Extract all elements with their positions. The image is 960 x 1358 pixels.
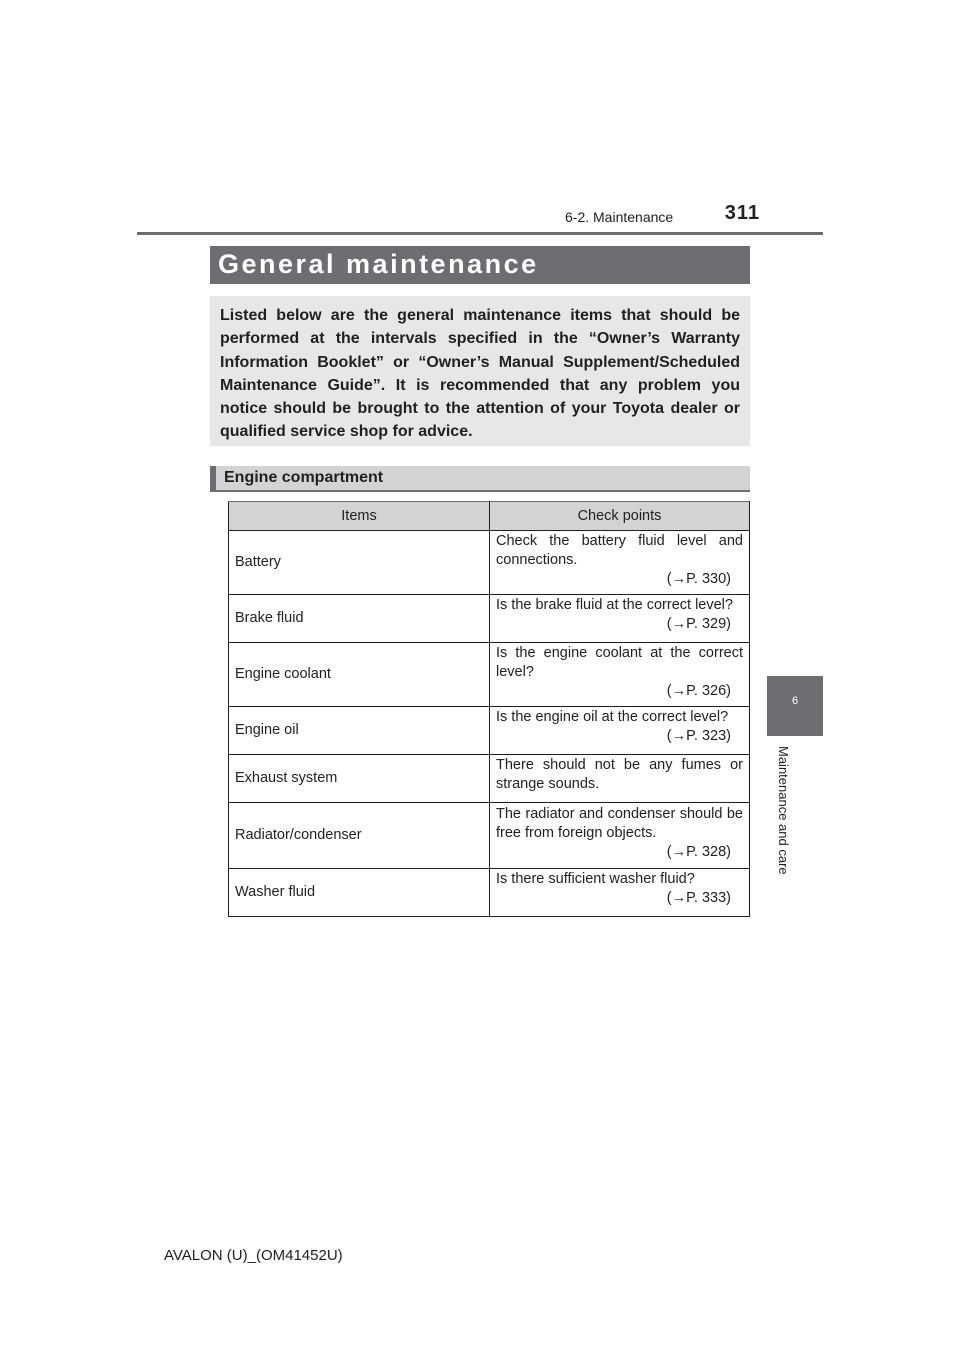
item-name: Engine oil — [229, 707, 490, 755]
item-name: Brake fluid — [229, 595, 490, 643]
chapter-tab — [767, 676, 823, 736]
page-title: General maintenance — [210, 246, 750, 284]
chapter-tab-label: Maintenance and care — [776, 746, 791, 875]
table-row — [229, 643, 750, 707]
table-row — [229, 869, 750, 917]
check-point — [490, 803, 750, 869]
table-row — [229, 595, 750, 643]
chapter-tab-number: 6 — [791, 695, 799, 707]
item-name: Battery — [229, 531, 490, 595]
check-text: Is the engine coolant at the correct level? — [496, 645, 743, 680]
footer-model-code: AVALON (U)_(OM41452U) — [164, 1247, 343, 1264]
header-divider — [137, 232, 823, 235]
item-name: Engine coolant — [229, 643, 490, 707]
table-row — [229, 531, 750, 595]
page-reference: (→P. 330) — [666, 571, 731, 587]
check-text: Is the engine oil at the correct level? — [496, 709, 729, 725]
table-row — [229, 755, 750, 803]
page-reference: (→P. 333) — [666, 890, 731, 906]
table-header-row — [229, 502, 750, 531]
section-heading: Engine compartment — [210, 466, 750, 492]
page-reference: (→P. 328) — [666, 844, 731, 860]
column-header-check-points: Check points — [490, 502, 750, 531]
check-text: There should not be any fumes or strange sounds. — [496, 757, 743, 792]
check-point — [490, 643, 750, 707]
table-row — [229, 803, 750, 869]
intro-paragraph: Listed below are the general maintenance items that should be performed at the intervals specified in the “Owner’s Warranty Information Booklet” or “Owner’s Manual Supplement/Scheduled Maintenance Guide”. It is recommended that any problem you notice should be brought to the attention of your Toyota dealer or qualified service shop for advice. — [210, 296, 750, 446]
check-text: Check the battery fluid level and connections. — [496, 533, 743, 568]
check-point — [490, 595, 750, 643]
check-text: Is there sufficient washer fluid? — [496, 871, 695, 887]
check-point — [490, 531, 750, 595]
page-reference: (→P. 329) — [666, 616, 731, 632]
page-number: 311 — [724, 202, 760, 224]
item-name: Exhaust system — [229, 755, 490, 803]
check-text: Is the brake fluid at the correct level? — [496, 597, 733, 613]
check-text: The radiator and condenser should be free from foreign objects. — [496, 806, 743, 841]
maintenance-table — [228, 501, 750, 917]
item-name: Radiator/condenser — [229, 803, 490, 869]
column-header-items: Items — [229, 502, 490, 531]
check-point — [490, 755, 750, 803]
page-reference: (→P. 323) — [666, 728, 731, 744]
header-section-title: 6-2. Maintenance — [565, 209, 674, 225]
page-reference: (→P. 326) — [666, 683, 731, 699]
item-name: Washer fluid — [229, 869, 490, 917]
check-point — [490, 869, 750, 917]
table-row — [229, 707, 750, 755]
check-point — [490, 707, 750, 755]
